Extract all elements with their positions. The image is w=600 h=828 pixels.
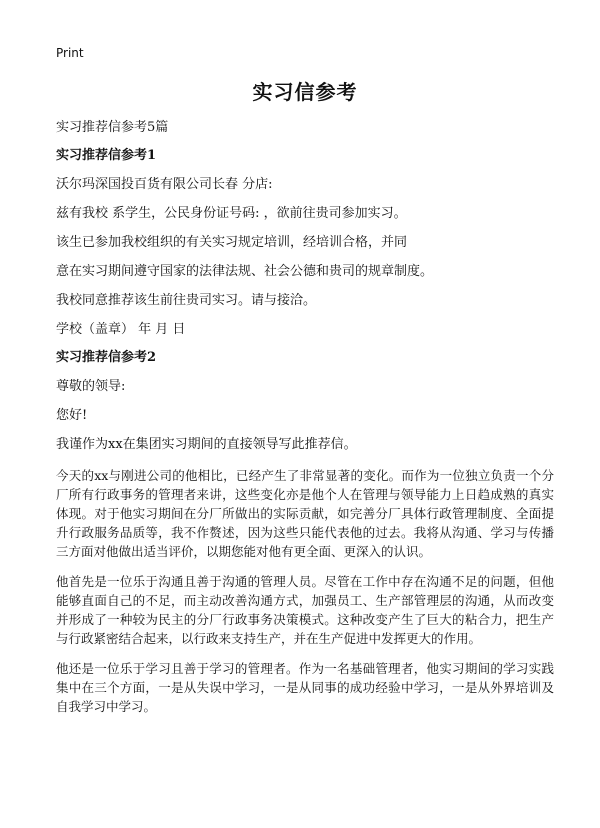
section-1-line: 兹有我校 系学生，公民身份证号码: ，欲前往贵司参加实习。	[56, 206, 407, 221]
document-subtitle: 实习推荐信参考5篇	[56, 120, 169, 135]
section-1-line: 该生已参加我校组织的有关实习规定培训，经培训合格，并同	[56, 235, 408, 250]
section-1-line: 我校同意推荐该生前往贵司实习。请与接洽。	[56, 293, 317, 308]
section-2-line: 您好!	[56, 408, 88, 423]
section-1-line: 学校（盖章） 年 月 日	[56, 322, 186, 337]
section-1-heading: 实习推荐信参考1	[56, 148, 157, 163]
section-1-line: 意在实习期间遵守国家的法律法规、社会公德和贵司的规章制度。	[56, 264, 434, 279]
section-1-line: 沃尔玛深国投百货有限公司长春 分店:	[56, 177, 273, 192]
document-title: 实习信参考	[252, 80, 358, 104]
section-2-paragraph: 今天的xx与刚进公司的他相比，已经产生了非常显著的变化。而作为一位独立负责一个分厂所有行政事务的管理者来讲，这些变化亦是他个人在管理与领导能力上日趋成熟的真实体现。对于他实习期间在分厂所做出的实际贡献，如完善分厂具体行政管理制度、全面提升行政服务品质等，我不作赘述，因为这些只能代表他的过去。我将从沟通、学习与传播三方面对他做出适当评价，以期您能对他有更全面、更深入的认识。	[56, 468, 554, 559]
section-2-line: 尊敬的领导:	[56, 379, 126, 394]
section-2-line: 我谨作为xx在集团实习期间的直接领导写此推荐信。	[56, 437, 357, 452]
section-2-paragraph: 他还是一位乐于学习且善于学习的管理者。作为一名基础管理者，他实习期间的学习实践集中在三个方面，一是从失误中学习，一是从同事的成功经验中学习，一是从外界培训及自我学习中学习。	[56, 661, 554, 714]
section-2-heading: 实习推荐信参考2	[56, 350, 157, 365]
section-2-paragraph: 他首先是一位乐于沟通且善于沟通的管理人员。尽管在工作中存在沟通不足的问题，但他能够直面自己的不足，而主动改善沟通方式，加强员工、生产部管理层的沟通，从而改变并形成了一种较为民主的分厂行政事务决策模式。这种改变产生了巨大的粘合力，把生产与行政紧密结合起来，以行政来支持生产，并在生产促进中发挥更大的作用。	[56, 574, 554, 646]
print-label: Print	[56, 46, 84, 60]
